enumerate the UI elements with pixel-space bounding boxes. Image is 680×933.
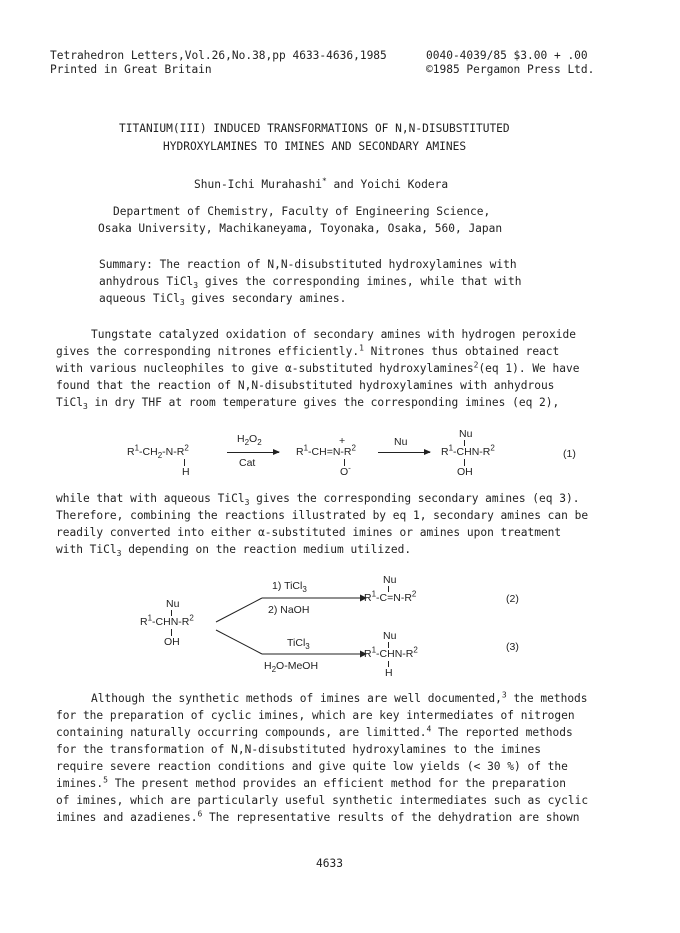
printed-in: Printed in Great Britain (50, 63, 212, 76)
para3-line-5: require severe reaction conditions and give quite low yields (< 30 %) of the (56, 760, 568, 773)
summary-line-2: anhydrous TiCl$_3$ gives the corresponding imines, while that with (99, 275, 522, 291)
eq23-sm-oh: OH (164, 636, 180, 648)
para2-line-1: while that with aqueous TiCl$_3$ gives the corresponding secondary amines (eq 3). (56, 492, 580, 508)
eq3-reagent-1: TiCl$_3$ (287, 637, 310, 652)
eq2-label: (2) (506, 593, 519, 605)
eq3-label: (3) (506, 641, 519, 653)
eq1-product-nu: Nu (459, 428, 473, 440)
journal-citation: Tetrahedron Letters,Vol.26,No.38,pp 4633-4636,1985 (50, 49, 387, 62)
eq2-reagent-2: 2) NaOH (268, 604, 310, 616)
author-2: and Yoichi Kodera (326, 178, 449, 191)
eq2-product: $R^1-C=N-R^2$ (364, 589, 417, 604)
summary-line-3: aqueous TiCl$_3$ gives secondary amines. (99, 292, 347, 308)
eq1-nucleophile: Nu (394, 436, 408, 448)
para1-line-2: gives the corresponding nitrones efficiently.$^1$ Nitrones thus obtained react (56, 343, 560, 358)
eq2-product-nu: Nu (383, 574, 397, 586)
eq3-reagent-2: $H_2O$-MeOH (264, 660, 319, 675)
eq2-reagent-1: 1) TiCl$_3$ (272, 580, 307, 595)
page-number: 4633 (316, 857, 343, 870)
issn-price: 0040-4039/85 $3.00 + .00 (426, 49, 588, 62)
eq3-product-h: H (385, 667, 393, 679)
para1-line-3: with various nucleophiles to give α-substituted hydroxylamines$^2$(eq 1). We have (56, 360, 580, 375)
eq1-nitrone: $R^1-CH=N-R^2$ (296, 443, 356, 458)
para3-line-1: Although the synthetic methods of imines are well documented,$^3$ the methods (91, 690, 588, 705)
title-line-1: TITANIUM(III) INDUCED TRANSFORMATIONS OF N,N-DISUBSTITUTED (119, 122, 510, 135)
para1-line-1: Tungstate catalyzed oxidation of secondary amines with hydrogen peroxide (91, 328, 576, 341)
eq3-product: $R^1-CHN-R^2$ (364, 645, 418, 660)
eq23-sm-nu: Nu (166, 598, 180, 610)
corresponding-mark: * (321, 176, 327, 186)
copyright: ©1985 Pergamon Press Ltd. (426, 63, 595, 76)
eq1-plus: + (339, 435, 346, 447)
affiliation-line-2: Osaka University, Machikaneyama, Toyonaka, Osaka, 560, Japan (98, 222, 503, 235)
para3-line-6: imines.$^5$ The present method provides an efficient method for the preparation (56, 775, 566, 790)
para1-line-4: found that the reaction of N,N-disubstituted hydroxylamines with anhydrous (56, 379, 555, 392)
para1-line-5: TiCl$_3$ in dry THF at room temperature gives the corresponding imines (eq 2), (56, 396, 560, 412)
title-line-2: HYDROXYLAMINES TO IMINES AND SECONDARY AMINES (163, 140, 467, 153)
authors (194, 176, 448, 193)
eq1-reactant-h: H (182, 466, 190, 478)
eq1-label: (1) (563, 448, 576, 460)
para2-line-2: Therefore, combining the reactions illustrated by eq 1, secondary amines can be (56, 509, 589, 522)
author-1: Shun-Ichi Murahashi (194, 178, 322, 191)
para3-line-8: imines and azadienes.$^6$ The representative results of the dehydration are shown (56, 809, 580, 824)
eq1-nitrone-o: O- (340, 463, 351, 478)
eq1-arrow-2 (378, 452, 430, 453)
summary-line-1: Summary: The reaction of N,N-disubstituted hydroxylamines with (99, 258, 517, 271)
para2-line-4: with TiCl$_3$ depending on the reaction medium utilized. (56, 543, 412, 559)
para3-line-3: containing naturally occurring compounds, are limitted.$^4$ The reported methods (56, 724, 573, 739)
eq1-reactant: $R^1-CH_2-N-R^2$ (127, 443, 189, 461)
para3-line-2: for the preparation of cyclic imines, which are key intermediates of nitrogen (56, 709, 575, 722)
para2-line-3: readily converted into either α-substituted imines or amines upon treatment (56, 526, 562, 539)
eq1-arrow-1 (227, 452, 279, 453)
para3-line-4: for the transformation of N,N-disubstituted hydroxylamines to the imines (56, 743, 541, 756)
para3-line-7: of imines, which are particularly useful synthetic intermediates such as cyclic (56, 794, 589, 807)
eq1-catalyst: Cat (239, 457, 256, 469)
eq23-starting-material: $R^1-CHN-R^2$ (140, 613, 194, 628)
affiliation-line-1: Department of Chemistry, Faculty of Engineering Science, (113, 205, 491, 218)
eq23-branch-arrows (210, 586, 370, 666)
eq1-product: $R^1-CHN-R^2$ (441, 443, 495, 458)
eq1-reagent: $H_2O_2$ (237, 433, 262, 448)
eq3-product-nu: Nu (383, 630, 397, 642)
eq1-product-oh: OH (457, 466, 473, 478)
